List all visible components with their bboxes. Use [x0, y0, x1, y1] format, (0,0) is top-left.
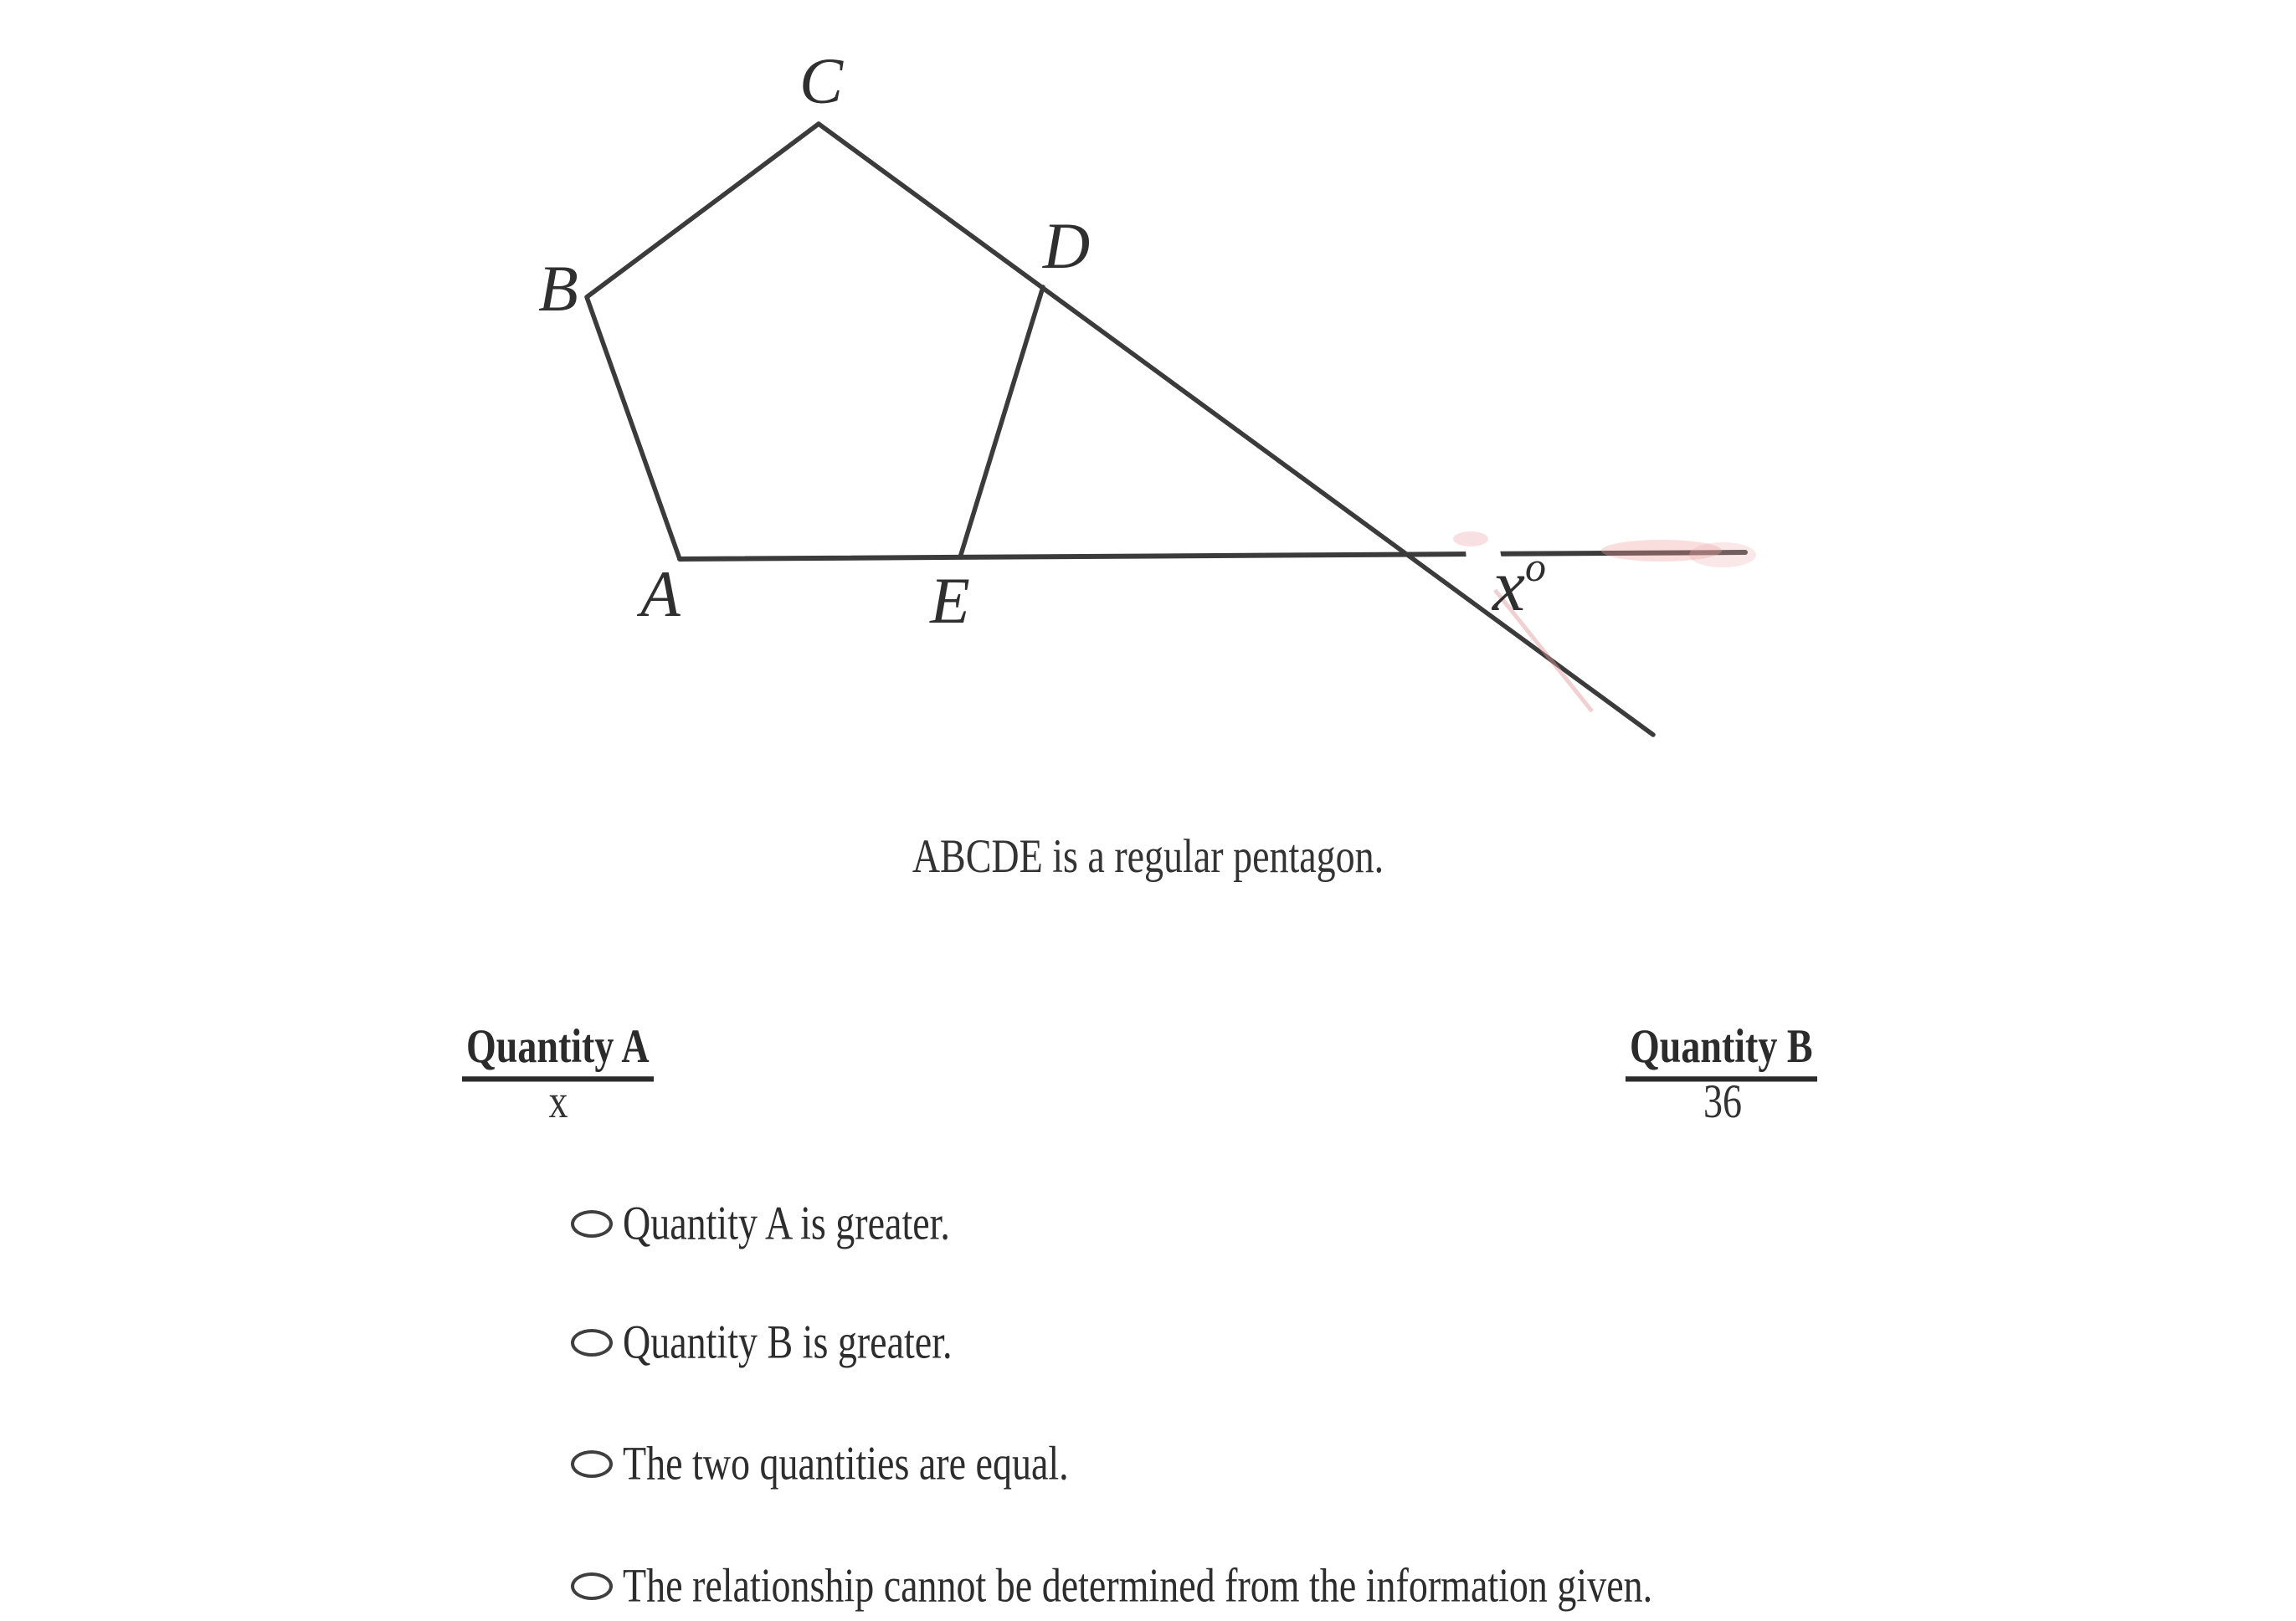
angle-label-degree: o — [1525, 543, 1546, 590]
figure-caption — [0, 828, 2296, 883]
base-ray-ae-extended — [680, 552, 1745, 559]
quantity-a-value-text: x — [548, 1074, 568, 1128]
option-4-text: The relationship cannot be determined from the information given. — [623, 1558, 1653, 1612]
option-row-quantity-b-greater — [571, 1312, 2161, 1372]
angle-label-x: x — [1492, 546, 1526, 627]
quantity-b-value — [1631, 1074, 1815, 1128]
pentagon-edges-ab-bc — [587, 124, 819, 559]
option-2-label[interactable] — [623, 1315, 953, 1368]
option-4-label[interactable] — [623, 1558, 1653, 1612]
radio-option-1[interactable] — [571, 1210, 613, 1238]
line-cd-extended — [819, 124, 1653, 735]
pink-smudge-ray-end — [1689, 542, 1756, 567]
option-row-quantity-a-greater — [571, 1193, 2161, 1254]
quantity-b-header-text: Quantity B — [1626, 1017, 1817, 1082]
radio-option-2[interactable] — [571, 1329, 613, 1357]
option-1-text: Quantity A is greater. — [623, 1196, 950, 1249]
quantity-a-header-text: Quantity A — [462, 1017, 654, 1082]
option-3-text: The two quantities are equal. — [623, 1436, 1069, 1490]
radio-option-4[interactable] — [571, 1572, 613, 1600]
quantity-a-value — [466, 1074, 650, 1128]
vertex-label-a: A — [640, 557, 681, 630]
vertex-label-b: B — [538, 252, 578, 325]
option-1-label[interactable] — [623, 1196, 950, 1249]
vertex-label-d: D — [1042, 209, 1091, 282]
quantity-b-value-text: 36 — [1703, 1074, 1742, 1128]
vertex-label-e: E — [930, 564, 970, 637]
quantity-a-header — [466, 1017, 654, 1073]
figure-caption-text: ABCDE is a regular pentagon. — [912, 828, 1384, 883]
pink-smudge-notch — [1453, 531, 1488, 546]
vertex-label-c: C — [799, 44, 844, 117]
quantity-b-header — [1630, 1017, 1817, 1073]
pentagon-edge-de — [960, 287, 1043, 557]
option-2-text: Quantity B is greater. — [623, 1315, 953, 1368]
radio-option-3[interactable] — [571, 1450, 613, 1478]
option-row-equal — [571, 1434, 2161, 1494]
option-3-label[interactable] — [623, 1436, 1069, 1490]
option-row-cannot-determine — [571, 1556, 2161, 1616]
